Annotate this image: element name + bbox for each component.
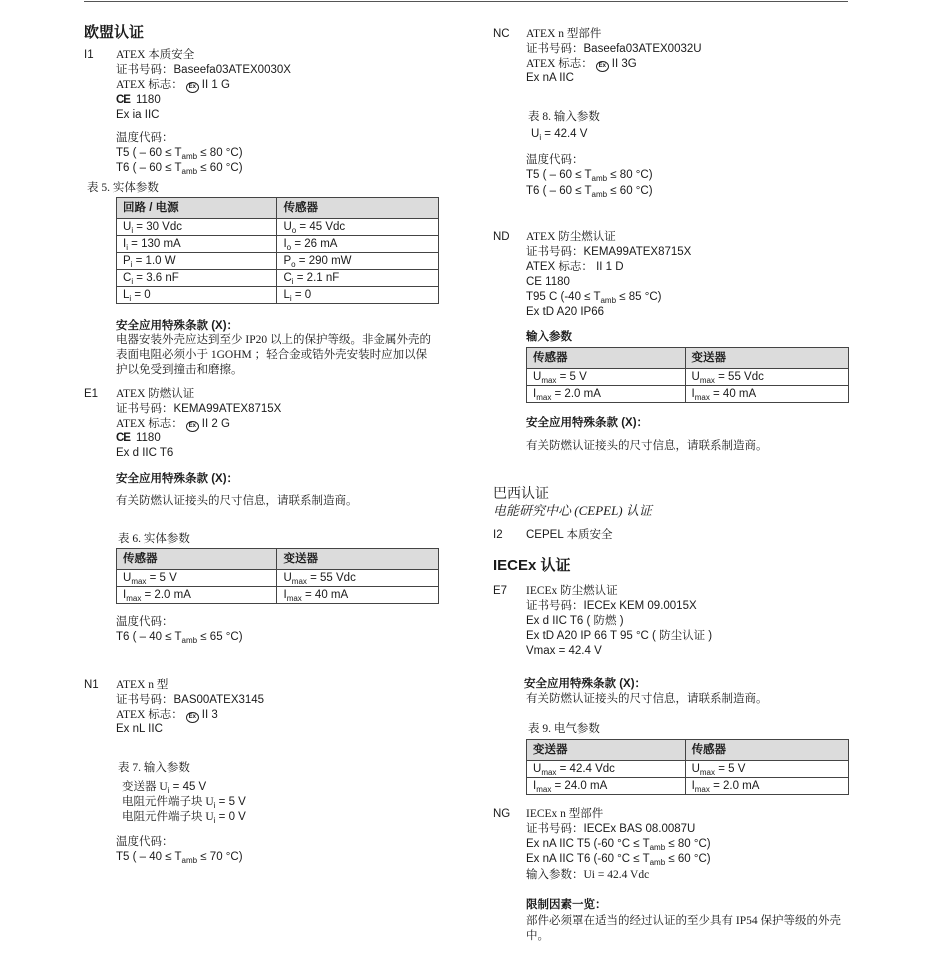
table6-temp-label: 温度代码： bbox=[116, 616, 174, 628]
table9-electrical-parameters bbox=[526, 739, 849, 795]
e7-title: IECEx 防尘燃认证 bbox=[526, 585, 618, 597]
e7-special-text: 有关防燃认证接头的尺寸信息，请联系制造商。 bbox=[526, 693, 768, 705]
ex-hexagon-icon: Ex bbox=[186, 712, 199, 723]
table-cell: $U_{max} = 42.4$ Vdc bbox=[527, 761, 686, 778]
table-cell: $P_o = 290$ mW bbox=[277, 253, 439, 270]
table-row bbox=[527, 761, 849, 778]
n1-input-terminal-1: 电阻元件端子块 $U_i = 5$ V bbox=[122, 796, 246, 810]
nd-input-table bbox=[526, 347, 849, 403]
table8-caption: 表 8. 输入参数 bbox=[528, 111, 600, 123]
ex-hexagon-icon: Ex bbox=[186, 421, 199, 432]
e7-ex2: Ex tD A20 IP 66 T 95 °C ( 防尘认证 ) bbox=[526, 630, 713, 642]
table-cell: $P_i = 1.0$ W bbox=[117, 253, 277, 270]
nd-title: ATEX 防尘燃认证 bbox=[526, 231, 616, 243]
table-cell: $I_{max} = 2.0$ mA bbox=[685, 778, 848, 795]
ng-temp-t6: Ex nA IIC T6 (-60 $^\circ C \le T_{amb} \le 60$ °C) bbox=[526, 853, 711, 867]
nd-cert: 证书号码：KEMA99ATEX8715X bbox=[526, 246, 692, 258]
i2-text: CEPEL 本质安全 bbox=[526, 529, 613, 541]
table-cell: $I_{max} = 40$ mA bbox=[685, 386, 849, 403]
table-cell: $U_{max} = 5$ V bbox=[685, 761, 848, 778]
ex-hexagon-icon: Ex bbox=[186, 82, 199, 93]
e1-code: E1 bbox=[84, 388, 99, 400]
i1-temp-label: 温度代码： bbox=[116, 132, 174, 144]
table-header: 传感器 bbox=[527, 348, 686, 369]
nd-special-text: 有关防燃认证接头的尺寸信息，请联系制造商。 bbox=[526, 440, 768, 452]
nc-title: ATEX n 型部件 bbox=[526, 28, 602, 40]
nd-input-title: 输入参数 bbox=[526, 331, 572, 343]
n1-atex-mark: ATEX 标志： Ex II 3 bbox=[116, 709, 218, 721]
ce-mark-icon: CE bbox=[116, 432, 130, 444]
nd-atex-mark: ATEX 标志： II 1 D bbox=[526, 261, 624, 273]
table-cell: $I_{max} = 40$ mA bbox=[277, 587, 439, 604]
n1-input-transmitter: 变送器 $U_i = 45$ V bbox=[122, 781, 207, 795]
nd-temp-t95: T95 C ($-40 \le T_{amb} \le 85$ °C) bbox=[526, 291, 662, 305]
table6-caption: 表 6. 实体参数 bbox=[118, 533, 190, 545]
table-header-row bbox=[527, 740, 849, 761]
table-row bbox=[117, 253, 439, 270]
nd-ex-rating: Ex tD A20 IP66 bbox=[526, 306, 604, 318]
table-cell: $U_{max} = 5$ V bbox=[527, 369, 686, 386]
n1-code: N1 bbox=[84, 679, 99, 691]
table-row bbox=[117, 287, 439, 304]
table6-entity-parameters bbox=[116, 548, 439, 604]
table-cell: $U_i = 30$ Vdc bbox=[117, 219, 277, 236]
table-cell: $I_{max} = 2.0$ mA bbox=[117, 587, 277, 604]
table-header-row bbox=[527, 348, 849, 369]
iecex-title: IECEx 认证 bbox=[493, 557, 571, 574]
special-conditions-title: 安全应用特殊条款 (X)： bbox=[116, 320, 239, 332]
n1-temp-label: 温度代码： bbox=[116, 836, 174, 848]
table-cell: $I_{max} = 24.0$ mA bbox=[527, 778, 686, 795]
brazil-title: 巴西认证 bbox=[493, 485, 549, 501]
table-row bbox=[527, 778, 849, 795]
i1-cert: 证书号码：Baseefa03ATEX0030X bbox=[116, 64, 291, 76]
table-cell: $C_i = 3.6$ nF bbox=[117, 270, 277, 287]
nc-atex-mark: ATEX 标志： Ex II 3G bbox=[526, 58, 637, 70]
limits-title: 限制因素一览： bbox=[526, 899, 607, 911]
e7-special-title: 安全应用特殊条款 (X)： bbox=[524, 678, 647, 690]
table-cell: $U_{max} = 55$ Vdc bbox=[685, 369, 849, 386]
table-header-row bbox=[117, 549, 439, 570]
table-header-row bbox=[117, 198, 439, 219]
e7-vmax: Vmax = 42.4 V bbox=[526, 645, 602, 657]
table-row bbox=[117, 219, 439, 236]
nc-cert: 证书号码：Baseefa03ATEX0032U bbox=[526, 43, 702, 55]
e1-special-title: 安全应用特殊条款 (X)： bbox=[116, 473, 239, 485]
table-row bbox=[117, 570, 439, 587]
table-header: 变送器 bbox=[527, 740, 686, 761]
nd-special-title: 安全应用特殊条款 (X)： bbox=[526, 417, 649, 429]
ng-input: 输入参数：Ui = 42.4 Vdc bbox=[526, 869, 650, 881]
n1-input-terminal-2: 电阻元件端子块 $U_i = 0$ V bbox=[122, 811, 246, 825]
table5-caption: 表 5. 实体参数 bbox=[87, 182, 159, 194]
table-header: 传感器 bbox=[117, 549, 277, 570]
table-cell: $I_i = 130$ mA bbox=[117, 236, 277, 253]
table-cell: $I_o = 26$ mA bbox=[277, 236, 439, 253]
i1-title: ATEX 本质安全 bbox=[116, 49, 195, 61]
i1-temp-t5: T5 ( – $60 \le T_{amb} \le 80$ °C) bbox=[116, 147, 243, 161]
ex-hexagon-icon: Ex bbox=[596, 61, 609, 72]
e1-atex-mark: ATEX 标志： Ex II 2 G bbox=[116, 418, 230, 430]
nc-code: NC bbox=[493, 28, 510, 40]
nc-temp-t5: T5 ( – $60 \le T_{amb} \le 80$ °C) bbox=[526, 169, 653, 183]
table-row bbox=[117, 587, 439, 604]
table-cell: $U_{max} = 55$ Vdc bbox=[277, 570, 439, 587]
i1-temp-t6: T6 ( – $60 \le T_{amb} \le 60$ °C) bbox=[116, 162, 243, 176]
nc-ex-rating: Ex nA IIC bbox=[526, 72, 574, 84]
special-conditions-text: 电器安装外壳应达到至少 IP20 以上的保护等级。非金属外壳的表面电阻必须小于 1GOHM ；轻合金或锆外壳安装时应加以保护以免受到撞击和磨擦。 bbox=[116, 334, 431, 376]
top-rule bbox=[84, 1, 848, 2]
table-cell: $I_{max} = 2.0$ mA bbox=[527, 386, 686, 403]
table-cell: $L_i = 0$ bbox=[117, 287, 277, 304]
e1-special-text: 有关防燃认证接头的尺寸信息，请联系制造商。 bbox=[116, 495, 358, 507]
table-header: 变送器 bbox=[277, 549, 439, 570]
e1-ce-mark: CE 1180 bbox=[116, 432, 161, 444]
table-header: 变送器 bbox=[685, 348, 849, 369]
e1-ex-rating: Ex d IIC T6 bbox=[116, 447, 174, 459]
i2-code: I2 bbox=[493, 529, 503, 541]
nd-code: ND bbox=[493, 231, 510, 243]
e7-code: E7 bbox=[493, 585, 508, 597]
nd-ce-mark: CE 1180 bbox=[526, 276, 570, 288]
table-row bbox=[117, 270, 439, 287]
brazil-subtitle: 电能研究中心 (CEPEL) 认证 bbox=[493, 503, 652, 518]
e1-title: ATEX 防燃认证 bbox=[116, 388, 195, 400]
n1-ex-rating: Ex nL IIC bbox=[116, 723, 163, 735]
table-row bbox=[117, 236, 439, 253]
table-header: 传感器 bbox=[685, 740, 848, 761]
ce-mark-icon: CE bbox=[116, 94, 130, 106]
n1-temp-t5: T5 ( – $40 \le T_{amb} \le 70$ °C) bbox=[116, 851, 243, 865]
i1-ce-mark: CE 1180 bbox=[116, 94, 161, 106]
table9-caption: 表 9. 电气参数 bbox=[528, 723, 600, 735]
i1-ex-rating: Ex ia IIC bbox=[116, 109, 160, 121]
ng-title: IECEx n 型部件 bbox=[526, 808, 604, 820]
ng-temp-t5: Ex nA IIC T5 (-60 $^\circ C \le T_{amb} \le 80$ °C) bbox=[526, 838, 711, 852]
n1-title: ATEX n 型 bbox=[116, 679, 169, 691]
n1-cert: 证书号码：BAS00ATEX3145 bbox=[116, 694, 265, 706]
table-header: 回路 / 电源 bbox=[117, 198, 277, 219]
eu-certification-title: 欧盟认证 bbox=[84, 24, 145, 41]
table-row bbox=[527, 386, 849, 403]
i1-atex-mark: ATEX 标志： Ex II 1 G bbox=[116, 79, 230, 91]
table7-caption: 表 7. 输入参数 bbox=[118, 762, 190, 774]
e1-cert: 证书号码：KEMA99ATEX8715X bbox=[116, 403, 282, 415]
table-cell: $C_i = 2.1$ nF bbox=[277, 270, 439, 287]
limits-text: 部件必须罩在适当的经过认证的至少具有 IP54 保护等级的外壳中。 bbox=[526, 915, 841, 942]
e7-cert: 证书号码：IECEx KEM 09.0015X bbox=[526, 600, 697, 612]
table-cell: $L_i = 0$ bbox=[277, 287, 439, 304]
table6-temp-t6: T6 ( – $40 \le T_{amb} \le 65$ °C) bbox=[116, 631, 243, 645]
ng-code: NG bbox=[493, 808, 511, 820]
nc-input-ui: $U_i = 42.4$ V bbox=[531, 128, 588, 142]
nc-temp-label: 温度代码： bbox=[526, 154, 584, 166]
i1-code: I1 bbox=[84, 49, 94, 61]
table-row bbox=[527, 369, 849, 386]
table-cell: $U_{max} = 5$ V bbox=[117, 570, 277, 587]
table-header: 传感器 bbox=[277, 198, 439, 219]
table5-entity-parameters bbox=[116, 197, 439, 304]
e7-ex1: Ex d IIC T6 ( 防燃 ) bbox=[526, 615, 624, 627]
nc-temp-t6: T6 ( – $60 \le T_{amb} \le 60$ °C) bbox=[526, 185, 653, 199]
ng-cert: 证书号码：IECEx BAS 08.0087U bbox=[526, 823, 696, 835]
table-cell: $U_o = 45$ Vdc bbox=[277, 219, 439, 236]
